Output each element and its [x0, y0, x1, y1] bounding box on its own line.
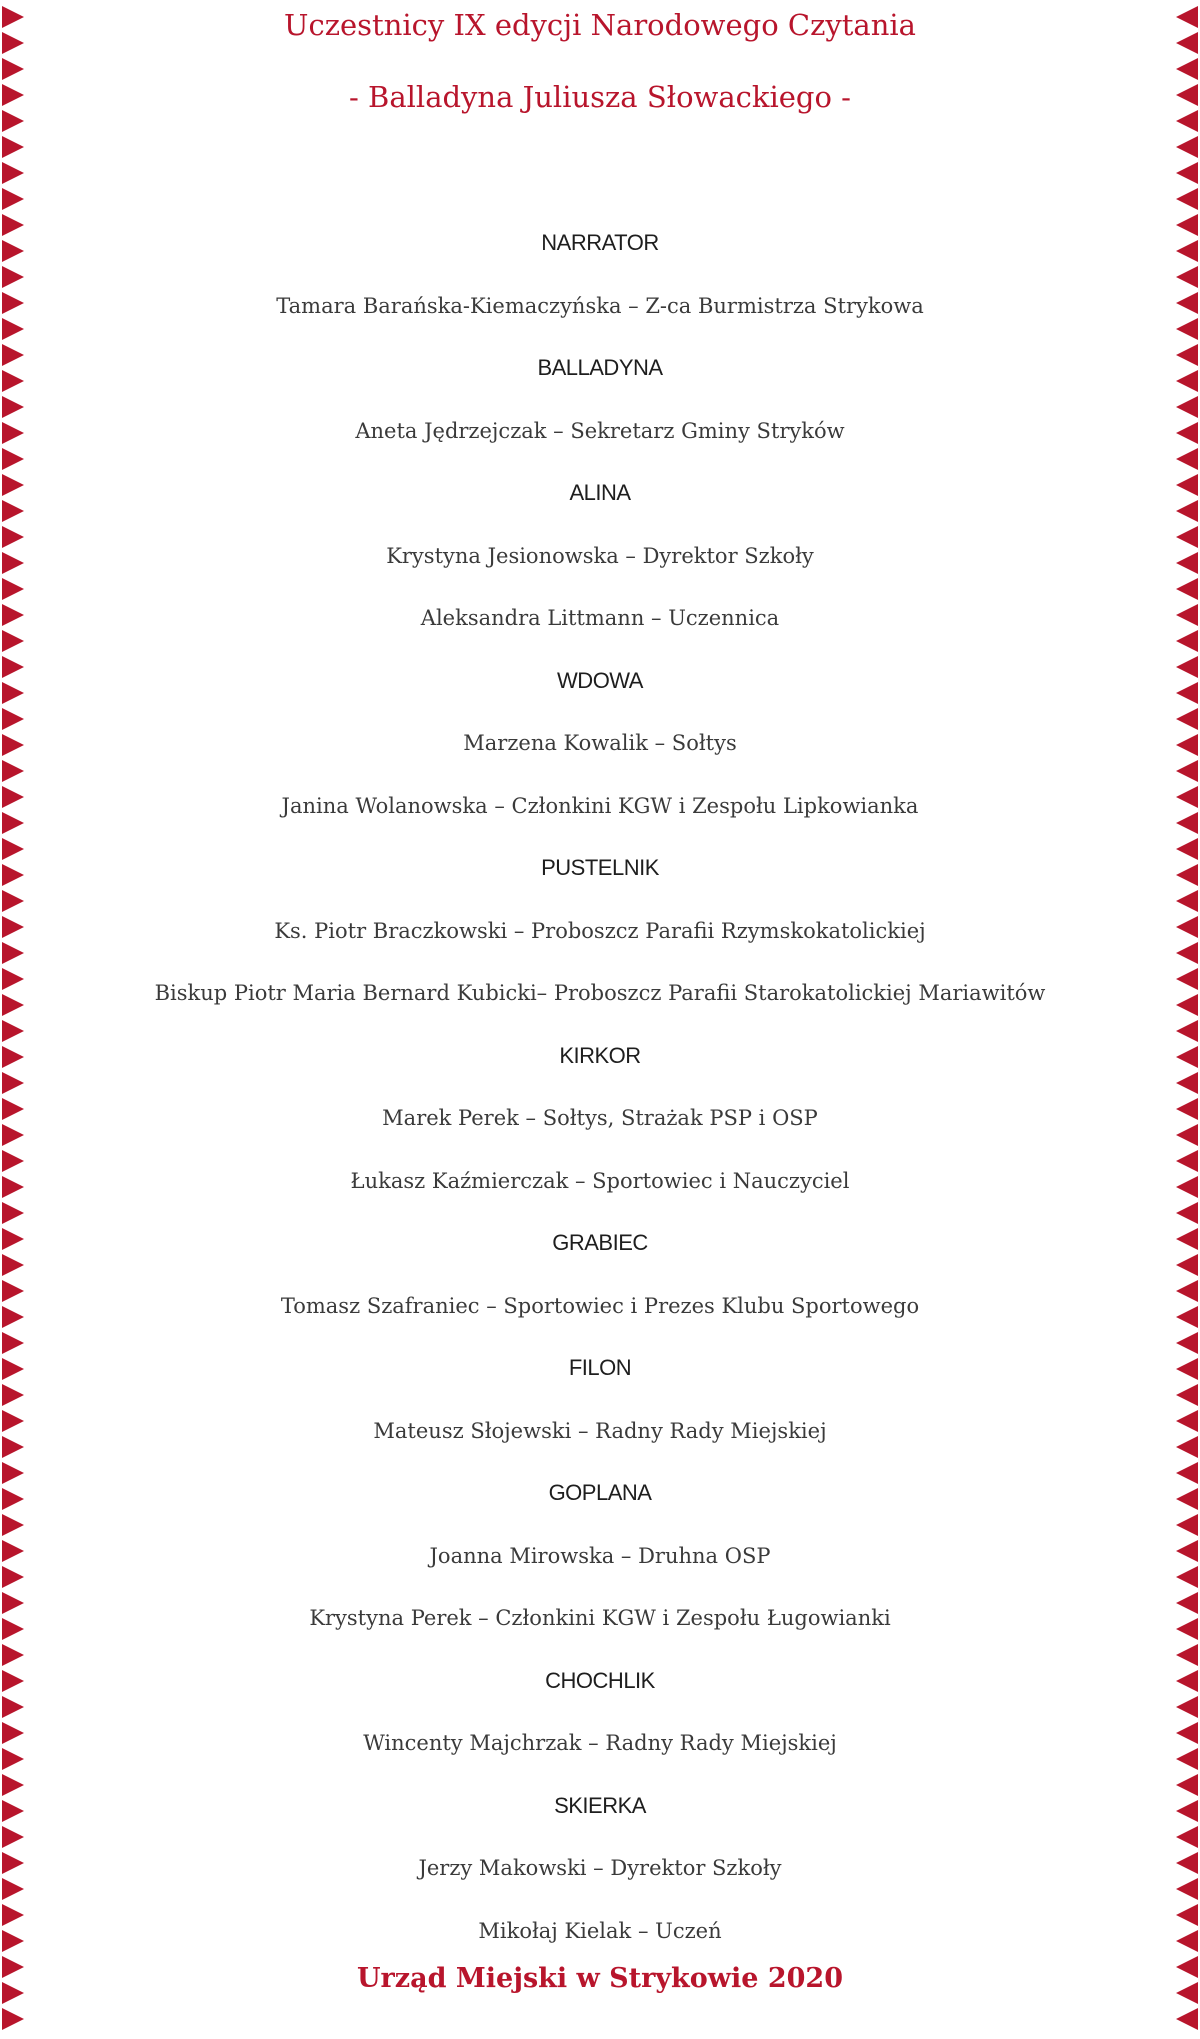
border-triangle — [1176, 58, 1198, 80]
cast-list — [0, 212, 1200, 1962]
participant-line: Jerzy Makowski – Dyrektor Szkoły — [418, 1856, 782, 1880]
participant-line: Aneta Jędrzejczak – Sekretarz Gminy Stryków — [355, 418, 845, 443]
participant-line: Krystyna Perek – Członkini KGW i Zespołu Ługowianki — [309, 1606, 891, 1630]
border-triangle — [2, 58, 24, 80]
participant-line: Joanna Mirowska – Druhna OSP — [429, 1543, 771, 1568]
participant-line: Tamara Barańska-Kiemaczyńska – Z-ca Burmistrza Strykowa — [276, 293, 924, 318]
participant-line: Mateusz Słojewski – Radny Rady Miejskiej — [373, 1418, 827, 1443]
participant-line: Marek Perek – Sołtys, Strażak PSP i OSP — [382, 1106, 818, 1130]
role-heading: KIRKOR — [559, 1042, 641, 1068]
participant-line: Łukasz Kaźmierczak – Sportowiec i Nauczyciel — [350, 1168, 850, 1193]
footer-signature: Urząd Miejski w Strykowie 2020 — [357, 1963, 843, 1994]
participant-line: Krystyna Jesionowska – Dyrektor Szkoły — [386, 543, 814, 568]
border-triangle — [1176, 136, 1198, 158]
participant-line: Ks. Piotr Braczkowski – Proboszcz Parafii Rzymskokatolickiej — [274, 918, 926, 943]
border-triangle — [2, 162, 24, 184]
border-triangle — [1176, 2008, 1198, 2030]
participant-line: Mikołaj Kielak – Uczeń — [478, 1918, 722, 1943]
border-triangle — [1176, 162, 1198, 184]
role-heading: NARRATOR — [541, 230, 659, 255]
participant-line: Marzena Kowalik – Sołtys — [463, 731, 737, 755]
border-triangle — [2, 188, 24, 210]
participant-line: Wincenty Majchrzak – Radny Rady Miejskiej — [363, 1731, 837, 1755]
role-heading: WDOWA — [557, 667, 643, 693]
page-title: Uczestnicy IX edycji Narodowego Czytania — [284, 8, 916, 42]
page-subtitle: - Balladyna Juliusza Słowackiego - — [349, 80, 851, 114]
participant-line: Tomasz Szafraniec – Sportowiec i Prezes Klubu Sportowego — [280, 1293, 920, 1318]
role-heading: GRABIEC — [552, 1230, 648, 1255]
participant-line: Janina Wolanowska – Członkini KGW i Zespołu Lipkowianka — [281, 793, 919, 818]
border-triangle — [2, 2008, 24, 2030]
border-triangle — [2, 136, 24, 158]
role-heading: FILON — [568, 1355, 632, 1380]
role-heading: CHOCHLIK — [545, 1667, 655, 1693]
role-heading: PUSTELNIK — [541, 855, 659, 880]
role-heading: BALLADYNA — [537, 355, 663, 380]
border-triangle — [1176, 188, 1198, 210]
role-heading: ALINA — [569, 480, 631, 505]
participant-line: Biskup Piotr Maria Bernard Kubicki– Proboszcz Parafii Starokatolickiej Mariawitów — [154, 981, 1046, 1005]
participant-line: Aleksandra Littmann – Uczennica — [420, 606, 780, 630]
role-heading: GOPLANA — [548, 1480, 652, 1505]
role-heading: SKIERKA — [554, 1792, 646, 1818]
